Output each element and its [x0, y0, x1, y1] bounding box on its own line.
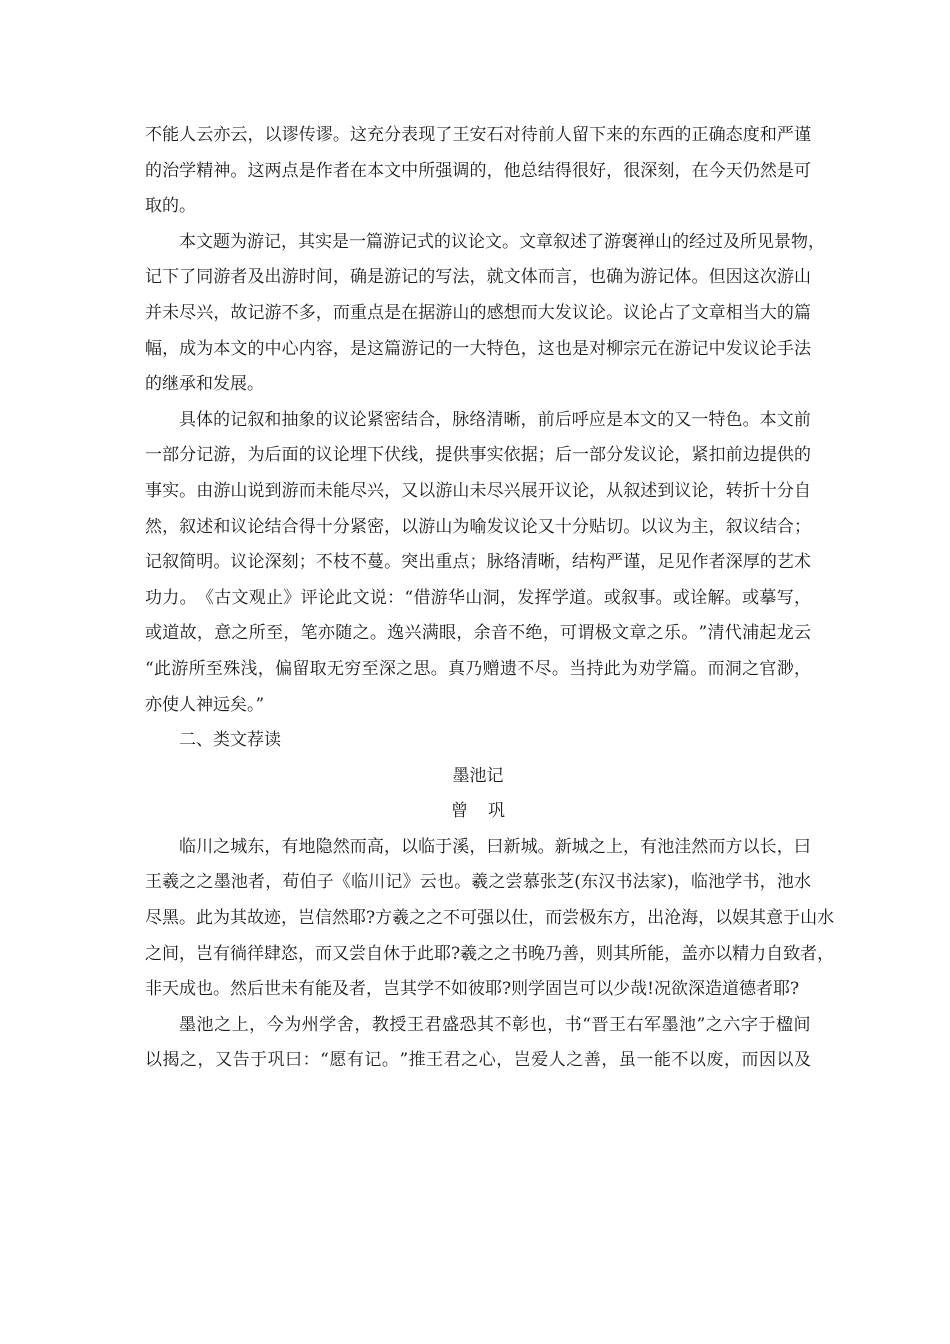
section-heading: 二、类文荐读: [179, 730, 281, 751]
text-line: “ 此 游 所 至 殊 浅 ， 偏 留 取 无 穷 至 深 之 思 。 真 乃 赠 遗 不 尽 。 当 持 此 为 劝 学 篇 。 而 洞 之 官 渺 ，: [145, 658, 811, 679]
text-line: 的 治 学 精 神 。 这 两 点 是 作 者 在 本 文 中 所 强 调 的 ， 他 总 结 得 很 好 ， 很 深 刻 ， 在 今 天 仍 然 是 可: [145, 160, 811, 181]
text-line: 墨 池 之 上 ， 今 为 州 学 舍 ， 教 授 王 君 盛 恐 其 不 彰 也 ， 书 “ 晋 王 右 军 墨 池 ” 之 六 字 于 楹 间: [179, 1014, 811, 1035]
text-line: 本 文 题 为 游 记 ， 其 实 是 一 篇 游 记 式 的 议 论 文 。 文 章 叙 述 了 游 褒 禅 山 的 经 过 及 所 见 景 物 ，: [179, 231, 825, 252]
text-line: 临 川 之 城 东 ， 有 地 隐 然 而 高 ， 以 临 于 溪 ， 曰 新 城 。 新 城 之 上 ， 有 池 洼 然 而 方 以 长 ， 曰: [179, 836, 811, 857]
text-line: 的继承和发展。: [145, 374, 264, 395]
text-line: 幅 ， 成 为 本 文 的 中 心 内 容 ， 是 这 篇 游 记 的 一 大 特 色 ， 这 也 是 对 柳 宗 元 在 游 记 中 发 议 论 手 法: [145, 338, 811, 359]
text-line: 以 揭 之 ， 又 告 于 巩 曰 ： “ 愿 有 记 。 ” 推 王 君 之 心 ， 岂 爱 人 之 善 ， 虽 一 能 不 以 废 ， 而 因 以 及: [145, 1050, 811, 1071]
text-line: 具 体 的 记 叙 和 抽 象 的 议 论 紧 密 结 合 ， 脉 络 清 晰 ， 前 后 呼 应 是 本 文 的 又 一 特 色 。 本 文 前: [179, 409, 811, 430]
text-line: 亦使人神远矣。”: [145, 694, 265, 715]
article-title: 墨池记: [452, 765, 504, 786]
text-line: 记 叙 简 明 。 议 论 深 刻 ； 不 枝 不 蔓 。 突 出 重 点 ； 脉 络 清 晰 ， 结 构 严 谨 ， 足 见 作 者 深 厚 的 艺 术: [145, 552, 811, 573]
text-line: 不 能 人 云 亦 云 ， 以 谬 传 谬 。 这 充 分 表 现 了 王 安 石 对 待 前 人 留 下 来 的 东 西 的 正 确 态 度 和 严 谨: [145, 125, 811, 145]
text-line: 之 间 ， 岂 有 徜 徉 肆 恣 ， 而 又 尝 自 休 于 此 耶 ? 羲 之 之 书 晚 乃 善 ， 则 其 所 能 ， 盖 亦 以 精 力 自 致 者 ，: [145, 943, 835, 964]
text-line: 尽 黑 。 此 为 其 故 迹 ， 岂 信 然 耶 ? 方 羲 之 之 不 可 强 以 仕 ， 而 尝 极 东 方 ， 出 沧 海 ， 以 娱 其 意 于 山 水: [145, 908, 835, 929]
author-name: 曾巩: [451, 801, 525, 822]
text-line: 或 道 故 ， 意 之 所 至 ， 笔 亦 随 之 。 逸 兴 满 眼 ， 余 音 不 绝 ， 可 谓 极 文 章 之 乐 。 ” 清 代 浦 起 龙 云: [145, 623, 811, 644]
text-line: 一 部 分 记 游 ， 为 后 面 的 议 论 埋 下 伏 线 ， 提 供 事 实 依 据 ； 后 一 部 分 发 议 论 ， 紧 扣 前 边 提 供 的: [145, 445, 811, 466]
text-line: 功 力 。 《 古 文 观 止 》 评 论 此 文 说 ： “ 借 游 华 山 洞 ， 发 挥 学 道 。 或 叙 事 。 或 诠 解 。 或 摹 写 ，: [145, 587, 811, 608]
paragraph-mochi-2: [145, 1008, 811, 1079]
paragraph-travelogue-essay: [145, 225, 825, 403]
paragraph-narration-argument: [145, 403, 811, 723]
paragraph-mochi-1: [145, 830, 835, 1008]
paragraph-conclusion-continued: [145, 118, 811, 225]
text-line: 记 下 了 同 游 者 及 出 游 时 间 ， 确 是 游 记 的 写 法 ， 就 文 体 而 言 ， 也 确 为 游 记 体 。 但 因 这 次 游 山: [145, 267, 811, 288]
article-author: [145, 794, 811, 830]
document-page: [145, 118, 835, 1079]
text-line: 非天成也。然后世未有能及者，岂其学不如彼耶?则学固岂可以少哉!况欲深造道德者耶?: [145, 979, 800, 1000]
text-line: 然 ， 叙 述 和 议 论 结 合 得 十 分 紧 密 ， 以 游 山 为 喻 发 议 论 又 十 分 贴 切 。 以 议 为 主 ， 叙 议 结 合 ；: [145, 516, 811, 537]
text-line: 并 未 尽 兴 ， 故 记 游 不 多 ， 而 重 点 是 在 据 游 山 的 感 想 而 大 发 议 论 。 议 论 占 了 文 章 相 当 大 的 篇: [145, 302, 811, 323]
text-line: 王 羲 之 之 墨 池 者 ， 荀 伯 子 《 临 川 记 》 云 也 。 羲 之 尝 慕 张 芝 ( 东 汉 书 法 家 ) ， 临 池 学 书 ， 池 水: [145, 872, 811, 893]
text-line: 取的。: [145, 196, 196, 217]
text-line: 事 实 。 由 游 山 说 到 游 而 未 能 尽 兴 ， 又 以 游 山 未 尽 兴 展 开 议 论 ， 从 叙 述 到 议 论 ， 转 折 十 分 自: [145, 480, 811, 501]
